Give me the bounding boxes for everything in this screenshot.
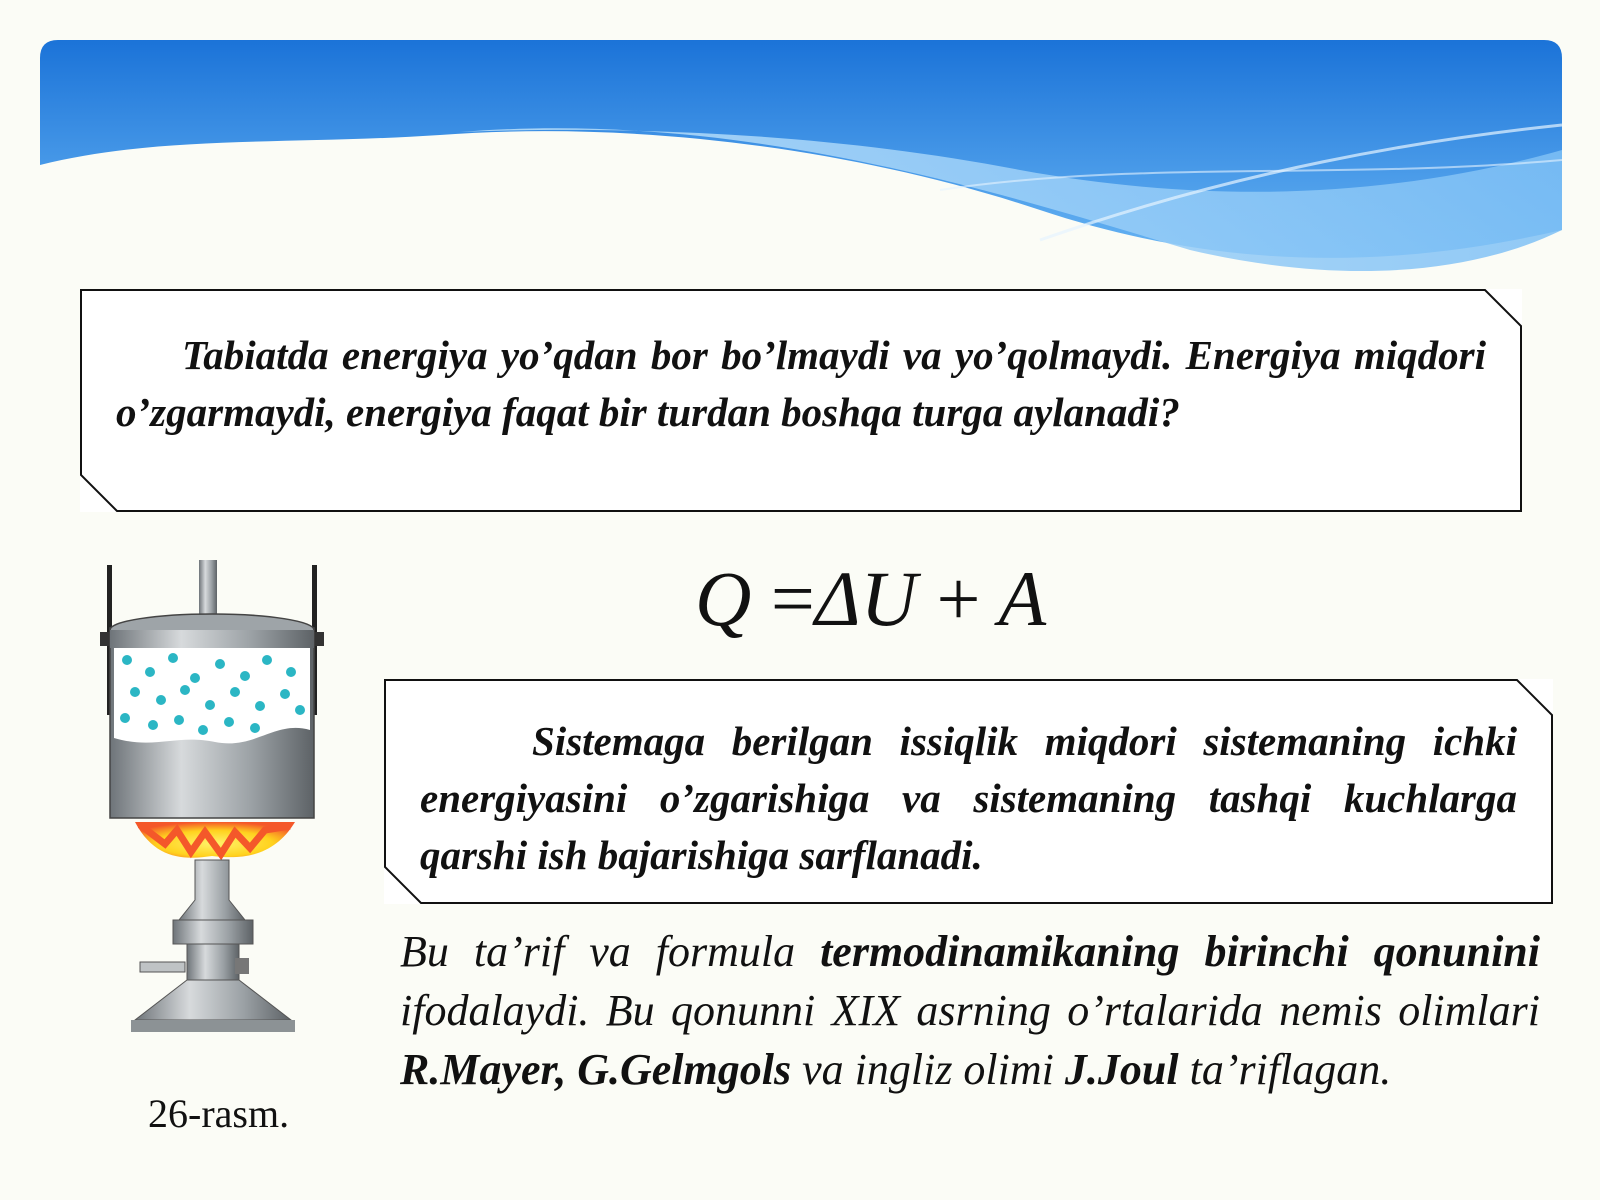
german-scientists: R.Mayer, G.Gelmgols [400,1045,792,1094]
first-law-formula [695,554,1046,644]
formula-q: Q [695,555,752,642]
statement-text: Tabiatda energiya yo’qdan bor bo’lmaydi va yo’qolmaydi. Energiya miqdori o’zgarmaydi, energiya faqat bir turdan boshqa turga aylanadi? [116,332,1486,435]
figure-caption: 26-rasm. [148,1091,290,1136]
definition-callout [384,679,1553,904]
english-scientist: J.Joul [1064,1045,1179,1094]
explanation-paragraph: Bu ta’rif va formula termodinamikaning birinchi qonunini ifodalaydi. Bu qonunni XIX asrning o’rtalarida nemis olimlari R.Mayer, G.Gelmgols va ingliz olimi J.Joul ta’riflagan. [400,927,1541,1094]
law-name: termodinamikaning birinchi qonunini [820,927,1541,976]
header-wave-banner [40,40,1562,280]
formula-delta-u: ΔU [814,555,917,642]
formula-equals: = [770,555,815,642]
statement-callout [80,289,1522,512]
formula-plus: + [936,555,981,642]
heated-piston-cylinder-icon [95,560,345,1060]
formula-a: A [998,555,1047,642]
definition-text: Sistemaga berilgan issiqlik miqdori sistemaning ichki energiyasini o’zgarishiga va sistemaning tashqi kuchlarga qarshi ish bajarishiga sarflanadi. [420,718,1517,878]
